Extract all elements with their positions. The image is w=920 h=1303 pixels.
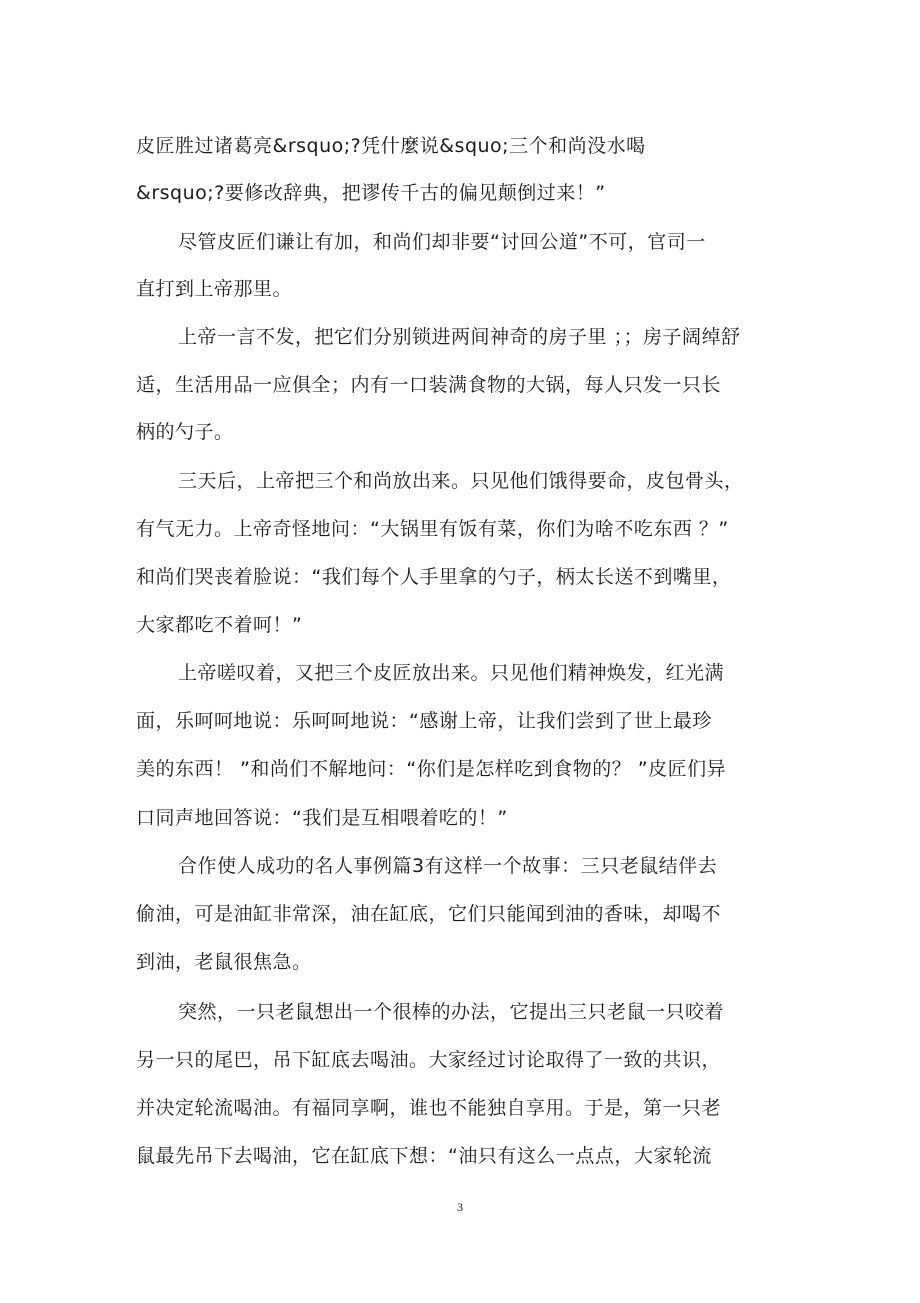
text-line: 尽管皮匠们谦让有加，和尚们却非要“讨回公道”不可，官司一 — [178, 231, 706, 253]
text-line: 突然，一只老鼠想出一个很棒的办法，它提出三只老鼠一只咬着 — [178, 1001, 725, 1023]
text-line: 适，生活用品一应俱全；内有一口装满食物的大锅，每人只发一只长 — [136, 374, 722, 396]
text-line: 美的东西！ ”和尚们不解地问：“你们是怎样吃到食物的？ ”皮匠们异 — [136, 758, 727, 780]
text-line: 鼠最先吊下去喝油，它在缸底下想：“油只有这么一点点，大家轮流 — [136, 1145, 712, 1167]
text-line: 另一只的尾巴，吊下缸底去喝油。大家经过讨论取得了一致的共识， — [136, 1049, 722, 1071]
text-line: 口同声地回答说：“我们是互相喂着吃的！” — [136, 807, 508, 829]
text-line: 合作使人成功的名人事例篇3有这样一个故事：三只老鼠结伴去 — [178, 855, 718, 877]
text-line: 面，乐呵呵地说：乐呵呵地说：“感谢上帝，让我们尝到了世上最珍 — [136, 710, 712, 732]
text-line: 上帝嗟叹着，又把三个皮匠放出来。只见他们精神焕发，红光满 — [178, 662, 725, 684]
text-line: 三天后，上帝把三个和尚放出来。只见他们饿得要命，皮包骨头， — [178, 470, 744, 492]
text-line: &rsquo;?要修改辞典，把谬传千古的偏见颠倒过来！” — [136, 182, 606, 204]
text-line: 大家都吃不着呵！” — [136, 614, 303, 636]
text-line: 有气无力。上帝奇怪地问：“大锅里有饭有菜，你们为啥不吃东西 ？” — [136, 518, 729, 540]
text-line: 并决定轮流喝油。有福同享啊，谁也不能独自享用。于是，第一只老 — [136, 1097, 722, 1119]
text-line: 皮匠胜过诸葛亮&rsquo;?凭什麼说&squo;三个和尚没水喝 — [136, 135, 646, 157]
text-line: 直打到上帝那里。 — [136, 278, 293, 300]
text-line: 偷油，可是油缸非常深，油在缸底，它们只能闻到油的香味，却喝不 — [136, 903, 722, 925]
text-line: 上帝一言不发，把它们分别锁进两间神奇的房子里 ；；房子阔绰舒 — [178, 326, 741, 348]
text-line: 柄的勺子。 — [136, 421, 234, 443]
text-line: 和尚们哭丧着脸说：“我们每个人手里拿的勺子，柄太长送不到嘴里， — [136, 566, 732, 588]
page-number: 3 — [457, 1200, 463, 1214]
text-line: 到油，老鼠很焦急。 — [136, 951, 312, 973]
